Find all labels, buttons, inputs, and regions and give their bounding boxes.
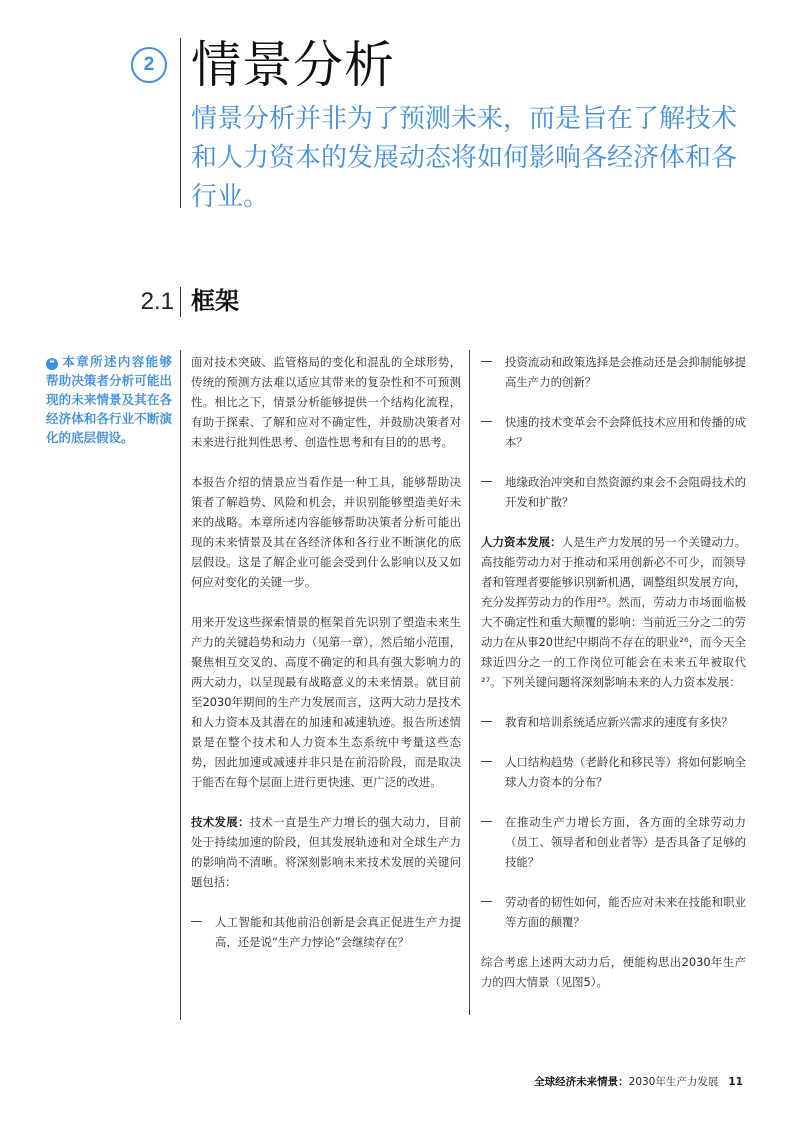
body-column-1: [191, 352, 461, 972]
closing-paragraph: 综合考虑上述两大动力后，便能构思出2030年生产力的四大情景（见图5）。: [481, 955, 746, 989]
quote-icon: ❝: [46, 358, 58, 370]
list-item: 劳动者的韧性如何，能否应对未来在技能和职业等方面的颠覆？: [481, 892, 746, 932]
dash-bullet: [481, 421, 492, 422]
dash-bullet: [481, 361, 492, 362]
list-item: 快速的技术变革会不会降低技术应用和传播的成本？: [481, 412, 746, 452]
chapter-number-badge: [131, 47, 167, 83]
page-number: 11: [728, 1076, 743, 1088]
tech-text: 技术一直是生产力增长的强大动力，目前处于持续加速的阶段，但其发展轨迹和对全球生产力的影响尚不清晰。将深刻影响未来技术发展的关键问题包括：: [191, 815, 461, 889]
dash-bullet: [481, 901, 492, 902]
section-number: 2.1: [140, 288, 174, 315]
tech-bullet-list: [191, 912, 461, 952]
hc-text: 人是生产力发展的另一个关键动力。高技能劳动力对于推动和采用创新必不可少，而领导者和管理者要能够识别新机遇，调整组织发展方向，充分发挥劳动力的作用²⁵。然而，劳动力市场面临极大不确定性和重大颠覆的影响：当前近三分之二的劳动力在从事20世纪中期尚不存在的职业²⁶，而今天全球近四分之一的工作岗位可能会在未来五年被取代²⁷。下列关键问题将深刻影响未来的人力资本发展：: [481, 535, 746, 689]
list-item: 人口结构趋势（老龄化和移民等）将如何影响全球人力资本的分布？: [481, 752, 746, 792]
callout: [46, 352, 172, 447]
dash-bullet: [481, 721, 492, 722]
list-item: 投资流动和政策选择是会推动还是会抑制能够提高生产力的创新？: [481, 352, 746, 392]
body-column-2: [481, 352, 746, 1012]
chapter-title: 情景分析: [191, 36, 395, 94]
list-item: 在推动生产力增长方面，各方面的全球劳动力（员工、领导者和创业者等）是否具备了足够的技能？: [481, 812, 746, 872]
paragraph-tech: [191, 812, 461, 892]
page-footer: [534, 1075, 743, 1089]
dash-bullet: [481, 761, 492, 762]
tech-bullet-list-continued: [481, 352, 746, 512]
chapter-divider: [180, 38, 181, 208]
hc-bullet-list: [481, 712, 746, 932]
tech-label: 技术发展：: [191, 815, 250, 829]
hc-label: 人力资本发展：: [481, 535, 562, 549]
list-item: 教育和培训系统适应新兴需求的速度有多快？: [481, 712, 746, 732]
column-divider: [469, 350, 470, 1015]
list-item: 地缘政治冲突和自然资源约束会不会阻碍技术的开发和扩散？: [481, 472, 746, 512]
dash-bullet: [191, 921, 202, 922]
paragraph-2: 本报告介绍的情景应当看作是一种工具，能够帮助决策者了解趋势、风险和机会，并识别能够塑造美好未来的战略。本章所述内容能够帮助决策者分析可能出现的未来情景及其在各经济体和各行业不断演化的底层假设。这是了解企业可能会受到什么影响以及又如何应对变化的关键一步。: [191, 475, 461, 589]
dash-bullet: [481, 821, 492, 822]
chapter-number: 2: [143, 54, 155, 75]
callout-text: 本章所述内容能够帮助决策者分析可能出现的未来情景及其在各经济体和各行业不断演化的底层假设。: [46, 354, 172, 445]
paragraph-1: 面对技术突破、监管格局的变化和混乱的全球形势，传统的预测方法难以适应其带来的复杂性和不可预测性。相比之下，情景分析能够提供一个结构化流程，有助于探索、了解和应对不确定性，并鼓励决策者对未来进行批判性思考、创造性思考和有目的的思考。: [191, 355, 461, 449]
footer-subtitle: 2030年生产力发展: [628, 1076, 719, 1088]
paragraph-3: 用来开发这些探索情景的框架首先识别了塑造未来生产力的关键趋势和动力（见第一章），然后缩小范围，聚焦相互交叉的、高度不确定的和具有强大影响力的两大动力，以呈现最有战略意义的未来情景。就目前至2030年期间的生产力发展而言，这两大动力是技术和人力资本及其潜在的加速和减速轨迹。报告所述情景是在整个技术和人力资本生态系统中考量这些态势，因此加速或减速并非只是在前沿阶段，而是取决于能否在每个层面上进行更快速、更广泛的改进。: [191, 615, 461, 789]
list-item: 人工智能和其他前沿创新是会真正促进生产力提高，还是说“生产力悖论”会继续存在？: [191, 912, 461, 952]
section-divider: [180, 287, 181, 317]
chapter-subtitle: 情景分析并非为了预测未来，而是旨在了解技术和人力资本的发展动态将如何影响各经济体和各行业。: [191, 104, 738, 212]
dash-bullet: [481, 481, 492, 482]
callout-divider: [180, 350, 181, 1020]
paragraph-human-capital: [481, 532, 746, 692]
footer-report-title: 全球经济未来情景：: [534, 1076, 629, 1088]
section-title: 框架: [191, 287, 239, 315]
